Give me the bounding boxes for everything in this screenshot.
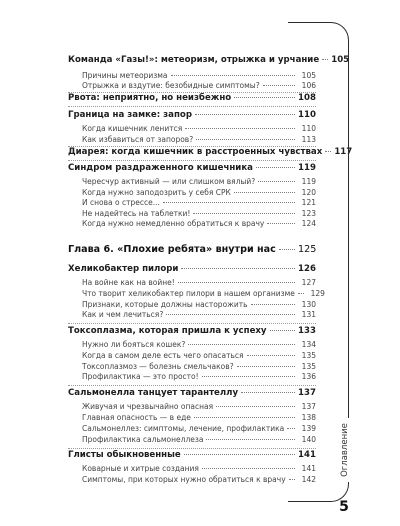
toc-entry-title: Живучая и чрезвычайно опасная xyxy=(82,402,214,411)
toc-entry[interactable] xyxy=(68,278,316,287)
toc-entry-title: Причины метеоризма xyxy=(82,71,168,80)
toc-entry[interactable] xyxy=(68,264,316,274)
toc-entry-page: 120 xyxy=(301,188,316,197)
dot-leader xyxy=(185,128,295,129)
toc-entry-title: И снова о стрессе... xyxy=(82,198,160,207)
toc-entry-page: 140 xyxy=(301,435,316,444)
toc-entry-page: 119 xyxy=(301,177,316,186)
toc-entry[interactable] xyxy=(68,464,316,473)
toc-entry-title: Не надейтесь на таблетки! xyxy=(82,209,191,218)
toc-entry-page: 135 xyxy=(301,351,316,360)
toc-entry[interactable] xyxy=(68,71,316,80)
toc-entry[interactable] xyxy=(68,163,316,173)
dot-leader xyxy=(166,314,295,315)
entry-separator xyxy=(68,160,316,161)
toc-entry-page: 131 xyxy=(301,310,316,319)
toc-entry-page: 117 xyxy=(334,147,353,157)
toc-entry-title: Как избавиться от запоров? xyxy=(82,135,194,144)
toc-entry-page: 130 xyxy=(301,300,316,309)
toc-entry[interactable] xyxy=(68,326,316,336)
dot-leader xyxy=(216,406,295,407)
toc-entry-page: 110 xyxy=(301,124,316,133)
entry-separator xyxy=(68,106,316,107)
toc-entry-title: Главная опасность — в еде xyxy=(82,413,191,422)
entry-separator xyxy=(68,323,316,324)
entry-separator xyxy=(68,385,316,386)
toc-entry-title: Профилактика — это просто! xyxy=(82,372,199,381)
dot-leader xyxy=(184,454,295,455)
dot-leader xyxy=(237,366,295,367)
toc-entry-page: 137 xyxy=(298,388,316,398)
toc-entry-title: Сальмонелла танцует тарантеллу xyxy=(68,388,239,398)
page-number: 5 xyxy=(339,499,349,515)
toc-chapter[interactable] xyxy=(68,244,316,255)
toc-entry-title: Синдром раздраженного кишечника xyxy=(68,163,253,173)
toc-entry-page: 123 xyxy=(301,209,316,218)
toc-entry[interactable] xyxy=(68,177,316,186)
toc-entry-page: 129 xyxy=(310,289,325,298)
toc-entry-page: 126 xyxy=(298,264,316,274)
toc-entry-title: Что творит хеликобактер пилори в нашем организме xyxy=(82,289,295,298)
toc-entry[interactable] xyxy=(68,402,316,411)
toc-entry-page: 139 xyxy=(301,424,316,433)
toc-entry-title: На войне как на войне! xyxy=(82,278,175,287)
toc-entry-page: 138 xyxy=(301,413,316,422)
toc-entry-page: 141 xyxy=(301,464,316,473)
dot-leader xyxy=(206,439,295,440)
entry-separator xyxy=(68,448,316,449)
toc-entry-title: Как и чем лечиться? xyxy=(82,310,164,319)
toc-entry[interactable] xyxy=(68,219,316,228)
toc-entry-page: 110 xyxy=(298,110,316,120)
toc-entry[interactable] xyxy=(68,435,316,444)
toc-entry-page: 125 xyxy=(298,244,317,255)
toc-entry-page: 136 xyxy=(301,372,316,381)
toc-entry[interactable] xyxy=(68,388,316,398)
toc-entry-title: Чересчур активный — или слишком вялый? xyxy=(82,177,256,186)
toc-entry[interactable] xyxy=(68,450,316,460)
toc-entry-page: 105 xyxy=(331,55,350,65)
dot-leader xyxy=(194,417,295,418)
dot-leader xyxy=(195,114,295,115)
toc-entry-page: 134 xyxy=(301,340,316,349)
toc-entry-title: Когда кишечник ленится xyxy=(82,124,183,133)
toc-entry[interactable] xyxy=(68,110,316,120)
toc-entry-title: Глисты обыкновенные xyxy=(68,450,181,460)
toc-entry[interactable] xyxy=(68,209,316,218)
toc-entry[interactable] xyxy=(68,135,316,144)
toc-entry-page: 137 xyxy=(301,402,316,411)
toc-entry-title: Сальмонеллез: симптомы, лечение, профилактика xyxy=(82,424,285,433)
toc-entry-title: Коварные и хитрые создания xyxy=(82,464,199,473)
toc-entry-page: 121 xyxy=(301,198,316,207)
dot-leader xyxy=(234,97,295,98)
dot-leader xyxy=(171,75,295,76)
toc-entry-title: Признаки, которые должны насторожить xyxy=(82,300,248,309)
toc-entry-title: Когда нужно немедленно обратиться к врачу xyxy=(82,219,265,228)
toc-entry-title: Профилактика сальмонеллеза xyxy=(82,435,204,444)
toc-entry-page: 105 xyxy=(301,71,316,80)
toc-entry-page: 108 xyxy=(298,93,316,103)
toc-entry-title: Токсоплазма, которая пришла к успеху xyxy=(68,326,267,336)
toc-entry-page: 133 xyxy=(298,326,316,336)
toc-entry-title: Команда «Газы!»: метеоризм, отрыжка и урчание xyxy=(68,55,320,65)
toc-entry-title: Диарея: когда кишечник в расстроенных чувствах xyxy=(68,147,323,157)
toc-entry[interactable] xyxy=(68,362,316,371)
toc-entry[interactable] xyxy=(68,289,325,298)
toc-chapter-title: Глава 6. «Плохие ребята» внутри нас xyxy=(68,244,276,255)
dot-leader xyxy=(202,376,295,377)
toc-entry[interactable] xyxy=(68,93,316,103)
toc-entry-title: Когда нужно заподозрить у себя СРК xyxy=(82,188,231,197)
toc-entry[interactable] xyxy=(68,372,316,381)
toc-entry-page: 142 xyxy=(301,475,316,484)
toc-entry-title: Токсоплазмоз — болезнь смельчаков? xyxy=(82,362,234,371)
toc-entry-page: 135 xyxy=(301,362,316,371)
toc-entry[interactable] xyxy=(68,424,316,433)
toc-entry-page: 106 xyxy=(301,81,316,90)
toc-entry[interactable] xyxy=(68,300,316,309)
toc-entry-title: Хеликобактер пилори xyxy=(68,264,179,274)
dot-leader xyxy=(241,392,295,393)
toc-entry-title: Нужно ли бояться кошек? xyxy=(82,340,186,349)
dot-leader xyxy=(193,213,295,214)
toc-entry-page: 113 xyxy=(301,135,316,144)
toc-entry[interactable] xyxy=(68,340,316,349)
toc-entry-page: 119 xyxy=(298,163,316,173)
dot-leader xyxy=(188,344,295,345)
toc-entry-page: 127 xyxy=(301,278,316,287)
side-section-label: Оглавление xyxy=(340,423,350,477)
toc-entry-page: 124 xyxy=(301,219,316,228)
dot-leader xyxy=(234,192,295,193)
toc-entry[interactable] xyxy=(68,475,316,484)
toc-entry[interactable] xyxy=(68,351,316,360)
toc-entry-page: 141 xyxy=(298,450,316,460)
toc-entry[interactable] xyxy=(68,413,316,422)
dot-leader xyxy=(202,468,295,469)
toc-entry[interactable] xyxy=(68,198,316,207)
toc-entry[interactable] xyxy=(68,188,316,197)
toc-entry[interactable] xyxy=(68,124,316,133)
dot-leader xyxy=(196,139,295,140)
toc-entry-title: Граница на замке: запор xyxy=(68,110,192,120)
toc-entry-title: Отрыжка и вздутие: безобидные симптомы? xyxy=(82,81,260,90)
toc-entry-title: Симптомы, при которых нужно обратиться к врачу xyxy=(82,475,286,484)
toc-entry-title: Рвота: неприятно, но неизбежно xyxy=(68,93,232,103)
toc-entry[interactable] xyxy=(68,310,316,319)
toc-entry[interactable] xyxy=(68,55,350,65)
dot-leader xyxy=(163,202,295,203)
toc-entry[interactable] xyxy=(68,147,353,157)
toc-entry[interactable] xyxy=(68,81,316,90)
dot-leader xyxy=(181,268,295,269)
toc-entry-title: Когда в самом деле есть чего опасаться xyxy=(82,351,244,360)
dot-leader xyxy=(178,282,295,283)
